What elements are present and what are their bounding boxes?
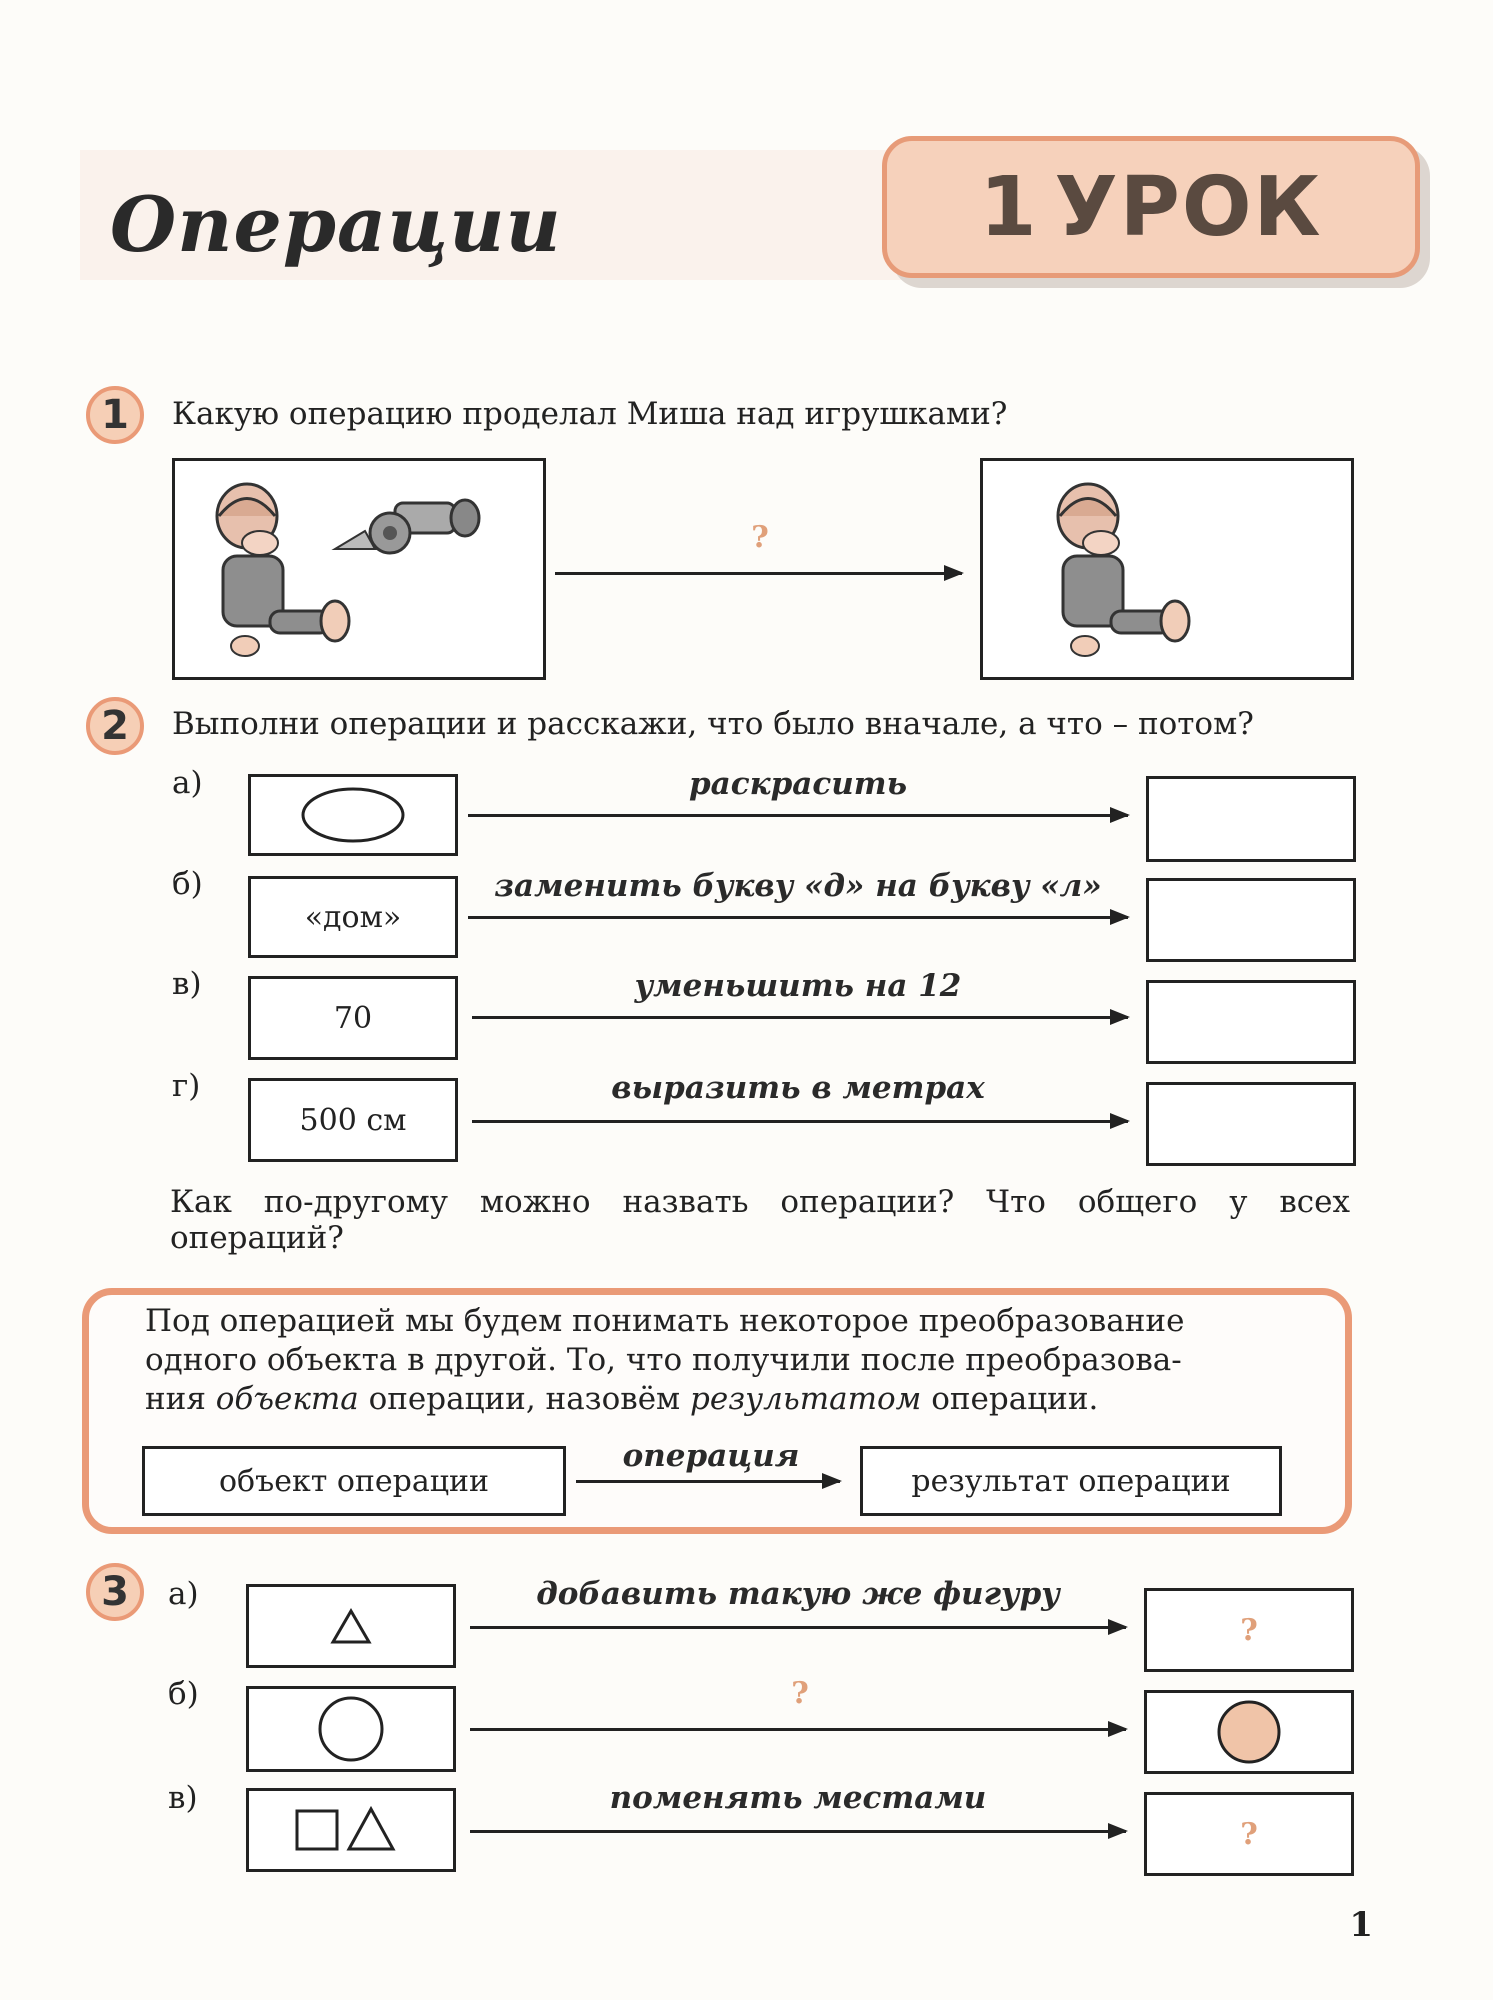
task3-row-letter: б) <box>168 1676 199 1712</box>
task2-row-letter: б) <box>172 866 203 902</box>
task-number-1: 1 <box>86 386 144 444</box>
task2-result-box <box>1146 1082 1356 1166</box>
task2-operation-label: уменьшить на 12 <box>634 968 962 1004</box>
task2-row-letter: а) <box>172 765 203 801</box>
task2-operation-label: выразить в метрах <box>611 1070 985 1106</box>
task3-object-box <box>246 1686 456 1772</box>
ellipse-shape-icon <box>298 785 408 845</box>
task3-object-box <box>246 1788 456 1872</box>
task2-arrow <box>472 1016 1128 1019</box>
task2-operation-label: заменить букву «д» на букву «л» <box>494 868 1102 904</box>
task2-arrow <box>472 1120 1128 1123</box>
task2-object-box: «дом» <box>248 876 458 958</box>
scheme-object-box: объект операции <box>142 1446 566 1516</box>
toy-soldier-icon <box>983 461 1351 677</box>
filled-circle-icon <box>1214 1697 1284 1767</box>
lesson-label: УРОК <box>1054 159 1323 255</box>
task3-result-box: ? <box>1144 1588 1354 1672</box>
task3-object-box <box>246 1584 456 1668</box>
task3-arrow <box>470 1728 1126 1731</box>
scheme-operation-label: операция <box>622 1438 800 1474</box>
definition-line: Под операцией мы будем понимать некоторое преобразование <box>145 1303 1185 1339</box>
task2-row-letter: г) <box>172 1068 201 1104</box>
task2-arrow <box>468 814 1128 817</box>
task2-object-box <box>248 774 458 856</box>
task3-arrow <box>470 1626 1126 1629</box>
term-result: результатом <box>690 1381 922 1417</box>
task3-operation-question: ? <box>791 1676 809 1711</box>
lesson-number: 1 <box>979 159 1039 255</box>
page-number: 1 <box>1349 1905 1373 1945</box>
task3-result-box <box>1144 1690 1354 1774</box>
task2-result-box <box>1146 878 1356 962</box>
lesson-badge <box>882 136 1420 278</box>
task2-object-box: 70 <box>248 976 458 1060</box>
task2-result-box <box>1146 980 1356 1064</box>
circle-icon <box>316 1694 386 1764</box>
task2-question: Выполни операции и расскажи, что было вначале, а что – потом? <box>172 706 1254 742</box>
task3-row-letter: а) <box>168 1576 199 1612</box>
task3-operation-label: добавить такую же фигуру <box>536 1576 1060 1612</box>
page-title: Операции <box>110 180 562 269</box>
definition-line: ния объекта операции, назовём результатом операции. <box>145 1381 1099 1417</box>
task2-row-letter: в) <box>172 966 202 1002</box>
task1-question: Какую операцию проделал Миша над игрушками? <box>172 396 1008 432</box>
task2-result-box <box>1146 776 1356 862</box>
task2-arrow <box>468 916 1128 919</box>
square-and-triangle-icon <box>291 1805 411 1855</box>
task1-after-frame <box>980 458 1354 680</box>
scheme-result-box: результат операции <box>860 1446 1282 1516</box>
task3-operation-label: поменять местами <box>609 1780 987 1816</box>
toy-cannon-icon <box>335 500 479 553</box>
triangle-icon <box>329 1606 373 1646</box>
task-number-3: 3 <box>86 1563 144 1621</box>
task2-operation-label: раскрасить <box>688 766 908 802</box>
task3-result-box: ? <box>1144 1792 1354 1876</box>
toy-soldier-and-cannon-icon <box>175 461 543 677</box>
toy-soldier-icon <box>217 484 349 656</box>
task1-before-frame <box>172 458 546 680</box>
term-object: объекта <box>215 1381 359 1417</box>
task1-arrow <box>555 572 962 575</box>
task1-arrow-question: ? <box>751 520 769 555</box>
task3-arrow <box>470 1830 1126 1833</box>
task3-row-letter: в) <box>168 1780 198 1816</box>
scheme-arrow <box>576 1480 840 1483</box>
task2-object-box: 500 см <box>248 1078 458 1162</box>
definition-line: одного объекта в другой. То, что получили после преобразова- <box>145 1342 1182 1378</box>
task2-followup-question: Как по-другому можно назвать операции? Что общего у всех операций? <box>170 1184 1350 1256</box>
task-number-2: 2 <box>86 697 144 755</box>
definition-text <box>145 1302 1295 1419</box>
